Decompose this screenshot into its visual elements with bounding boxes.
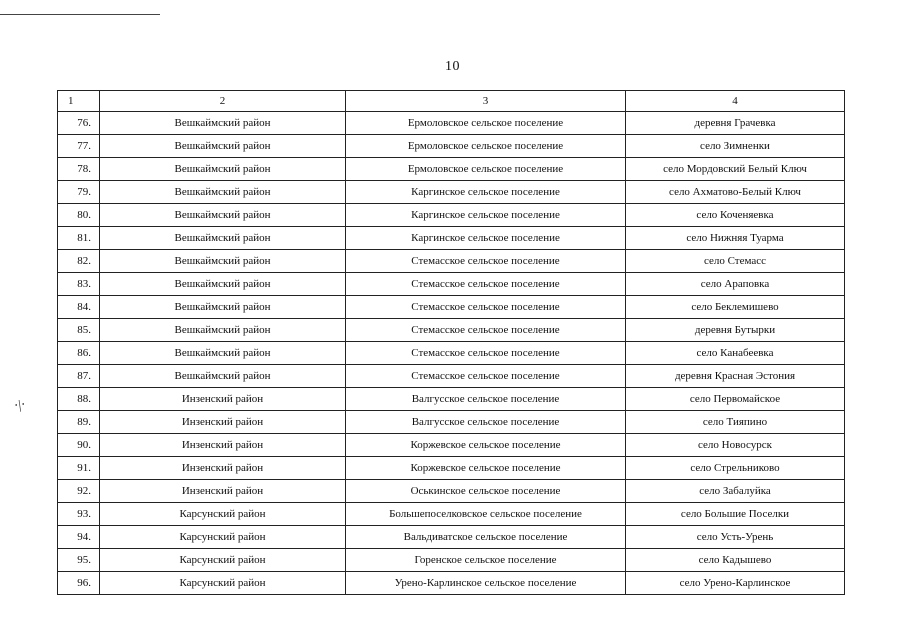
cell-locality: село Кадышево bbox=[626, 549, 845, 572]
cell-number: 94. bbox=[58, 526, 100, 549]
cell-district: Вешкаймский район bbox=[100, 181, 346, 204]
cell-district: Инзенский район bbox=[100, 480, 346, 503]
cell-settlement: Вальдиватское сельское поселение bbox=[346, 526, 626, 549]
cell-district: Вешкаймский район bbox=[100, 112, 346, 135]
cell-district: Вешкаймский район bbox=[100, 204, 346, 227]
table-header-row bbox=[58, 91, 845, 112]
cell-locality: село Араповка bbox=[626, 273, 845, 296]
cell-settlement: Валгусское сельское поселение bbox=[346, 388, 626, 411]
cell-district: Вешкаймский район bbox=[100, 342, 346, 365]
table-row bbox=[58, 388, 845, 411]
cell-number: 77. bbox=[58, 135, 100, 158]
scan-artifact-line bbox=[0, 14, 160, 15]
cell-number: 89. bbox=[58, 411, 100, 434]
cell-settlement: Коржевское сельское поселение bbox=[346, 434, 626, 457]
cell-settlement: Стемасское сельское поселение bbox=[346, 250, 626, 273]
cell-locality: село Новосурск bbox=[626, 434, 845, 457]
cell-locality: село Забалуйка bbox=[626, 480, 845, 503]
cell-locality: село Усть-Урень bbox=[626, 526, 845, 549]
cell-number: 93. bbox=[58, 503, 100, 526]
table-row bbox=[58, 457, 845, 480]
cell-district: Инзенский район bbox=[100, 457, 346, 480]
cell-locality: деревня Красная Эстония bbox=[626, 365, 845, 388]
cell-number: 81. bbox=[58, 227, 100, 250]
cell-number: 87. bbox=[58, 365, 100, 388]
cell-number: 88. bbox=[58, 388, 100, 411]
header-col-3: 3 bbox=[346, 91, 626, 112]
cell-district: Вешкаймский район bbox=[100, 250, 346, 273]
table-row bbox=[58, 480, 845, 503]
cell-district: Карсунский район bbox=[100, 503, 346, 526]
cell-district: Карсунский район bbox=[100, 549, 346, 572]
cell-locality: деревня Бутырки bbox=[626, 319, 845, 342]
cell-settlement: Ермоловское сельское поселение bbox=[346, 158, 626, 181]
header-col-1: 1 bbox=[58, 91, 100, 112]
cell-district: Вешкаймский район bbox=[100, 273, 346, 296]
cell-district: Вешкаймский район bbox=[100, 365, 346, 388]
header-col-2: 2 bbox=[100, 91, 346, 112]
cell-locality: деревня Грачевка bbox=[626, 112, 845, 135]
cell-number: 79. bbox=[58, 181, 100, 204]
cell-settlement: Каргинское сельское поселение bbox=[346, 204, 626, 227]
cell-district: Вешкаймский район bbox=[100, 319, 346, 342]
cell-number: 96. bbox=[58, 572, 100, 595]
cell-locality: село Тияпино bbox=[626, 411, 845, 434]
cell-settlement: Стемасское сельское поселение bbox=[346, 342, 626, 365]
cell-district: Вешкаймский район bbox=[100, 158, 346, 181]
table-row bbox=[58, 526, 845, 549]
cell-locality: село Нижняя Туарма bbox=[626, 227, 845, 250]
cell-locality: село Зимненки bbox=[626, 135, 845, 158]
table-row bbox=[58, 365, 845, 388]
table-row bbox=[58, 549, 845, 572]
cell-settlement: Стемасское сельское поселение bbox=[346, 296, 626, 319]
settlements-table bbox=[57, 90, 845, 595]
table-row bbox=[58, 503, 845, 526]
cell-settlement: Урено-Карлинское сельское поселение bbox=[346, 572, 626, 595]
table-row bbox=[58, 319, 845, 342]
cell-number: 82. bbox=[58, 250, 100, 273]
cell-settlement: Стемасское сельское поселение bbox=[346, 365, 626, 388]
cell-district: Вешкаймский район bbox=[100, 296, 346, 319]
cell-number: 90. bbox=[58, 434, 100, 457]
cell-locality: село Стемасс bbox=[626, 250, 845, 273]
cell-locality: село Мордовский Белый Ключ bbox=[626, 158, 845, 181]
cell-settlement: Стемасское сельское поселение bbox=[346, 273, 626, 296]
table-row bbox=[58, 434, 845, 457]
cell-number: 78. bbox=[58, 158, 100, 181]
cell-settlement: Ермоловское сельское поселение bbox=[346, 112, 626, 135]
cell-settlement: Коржевское сельское поселение bbox=[346, 457, 626, 480]
cell-number: 86. bbox=[58, 342, 100, 365]
table-row bbox=[58, 273, 845, 296]
table-row bbox=[58, 112, 845, 135]
cell-district: Инзенский район bbox=[100, 388, 346, 411]
margin-mark: ⋅|⋅ bbox=[12, 396, 27, 413]
table-row bbox=[58, 158, 845, 181]
cell-number: 76. bbox=[58, 112, 100, 135]
table-row bbox=[58, 204, 845, 227]
cell-settlement: Оськинское сельское поселение bbox=[346, 480, 626, 503]
cell-district: Инзенский район bbox=[100, 411, 346, 434]
cell-number: 95. bbox=[58, 549, 100, 572]
cell-settlement: Большепоселковское сельское поселение bbox=[346, 503, 626, 526]
cell-locality: село Стрельниково bbox=[626, 457, 845, 480]
cell-locality: село Урено-Карлинское bbox=[626, 572, 845, 595]
cell-number: 80. bbox=[58, 204, 100, 227]
table-row bbox=[58, 181, 845, 204]
cell-district: Карсунский район bbox=[100, 572, 346, 595]
cell-number: 85. bbox=[58, 319, 100, 342]
header-col-4: 4 bbox=[626, 91, 845, 112]
cell-locality: село Коченяевка bbox=[626, 204, 845, 227]
table-row bbox=[58, 572, 845, 595]
cell-district: Карсунский район bbox=[100, 526, 346, 549]
table-row bbox=[58, 135, 845, 158]
cell-settlement: Ермоловское сельское поселение bbox=[346, 135, 626, 158]
table-row bbox=[58, 411, 845, 434]
cell-district: Вешкаймский район bbox=[100, 227, 346, 250]
cell-settlement: Валгусское сельское поселение bbox=[346, 411, 626, 434]
cell-locality: село Ахматово-Белый Ключ bbox=[626, 181, 845, 204]
table-row bbox=[58, 250, 845, 273]
table-row bbox=[58, 342, 845, 365]
cell-district: Инзенский район bbox=[100, 434, 346, 457]
cell-number: 84. bbox=[58, 296, 100, 319]
cell-district: Вешкаймский район bbox=[100, 135, 346, 158]
table-body bbox=[58, 112, 845, 595]
table-row bbox=[58, 296, 845, 319]
page-number: 10 bbox=[445, 59, 460, 74]
cell-settlement: Каргинское сельское поселение bbox=[346, 181, 626, 204]
cell-locality: село Большие Поселки bbox=[626, 503, 845, 526]
cell-locality: село Беклемишево bbox=[626, 296, 845, 319]
cell-number: 92. bbox=[58, 480, 100, 503]
cell-number: 83. bbox=[58, 273, 100, 296]
cell-settlement: Каргинское сельское поселение bbox=[346, 227, 626, 250]
cell-settlement: Горенское сельское поселение bbox=[346, 549, 626, 572]
cell-locality: село Канабеевка bbox=[626, 342, 845, 365]
cell-settlement: Стемасское сельское поселение bbox=[346, 319, 626, 342]
cell-locality: село Первомайское bbox=[626, 388, 845, 411]
cell-number: 91. bbox=[58, 457, 100, 480]
table-row bbox=[58, 227, 845, 250]
